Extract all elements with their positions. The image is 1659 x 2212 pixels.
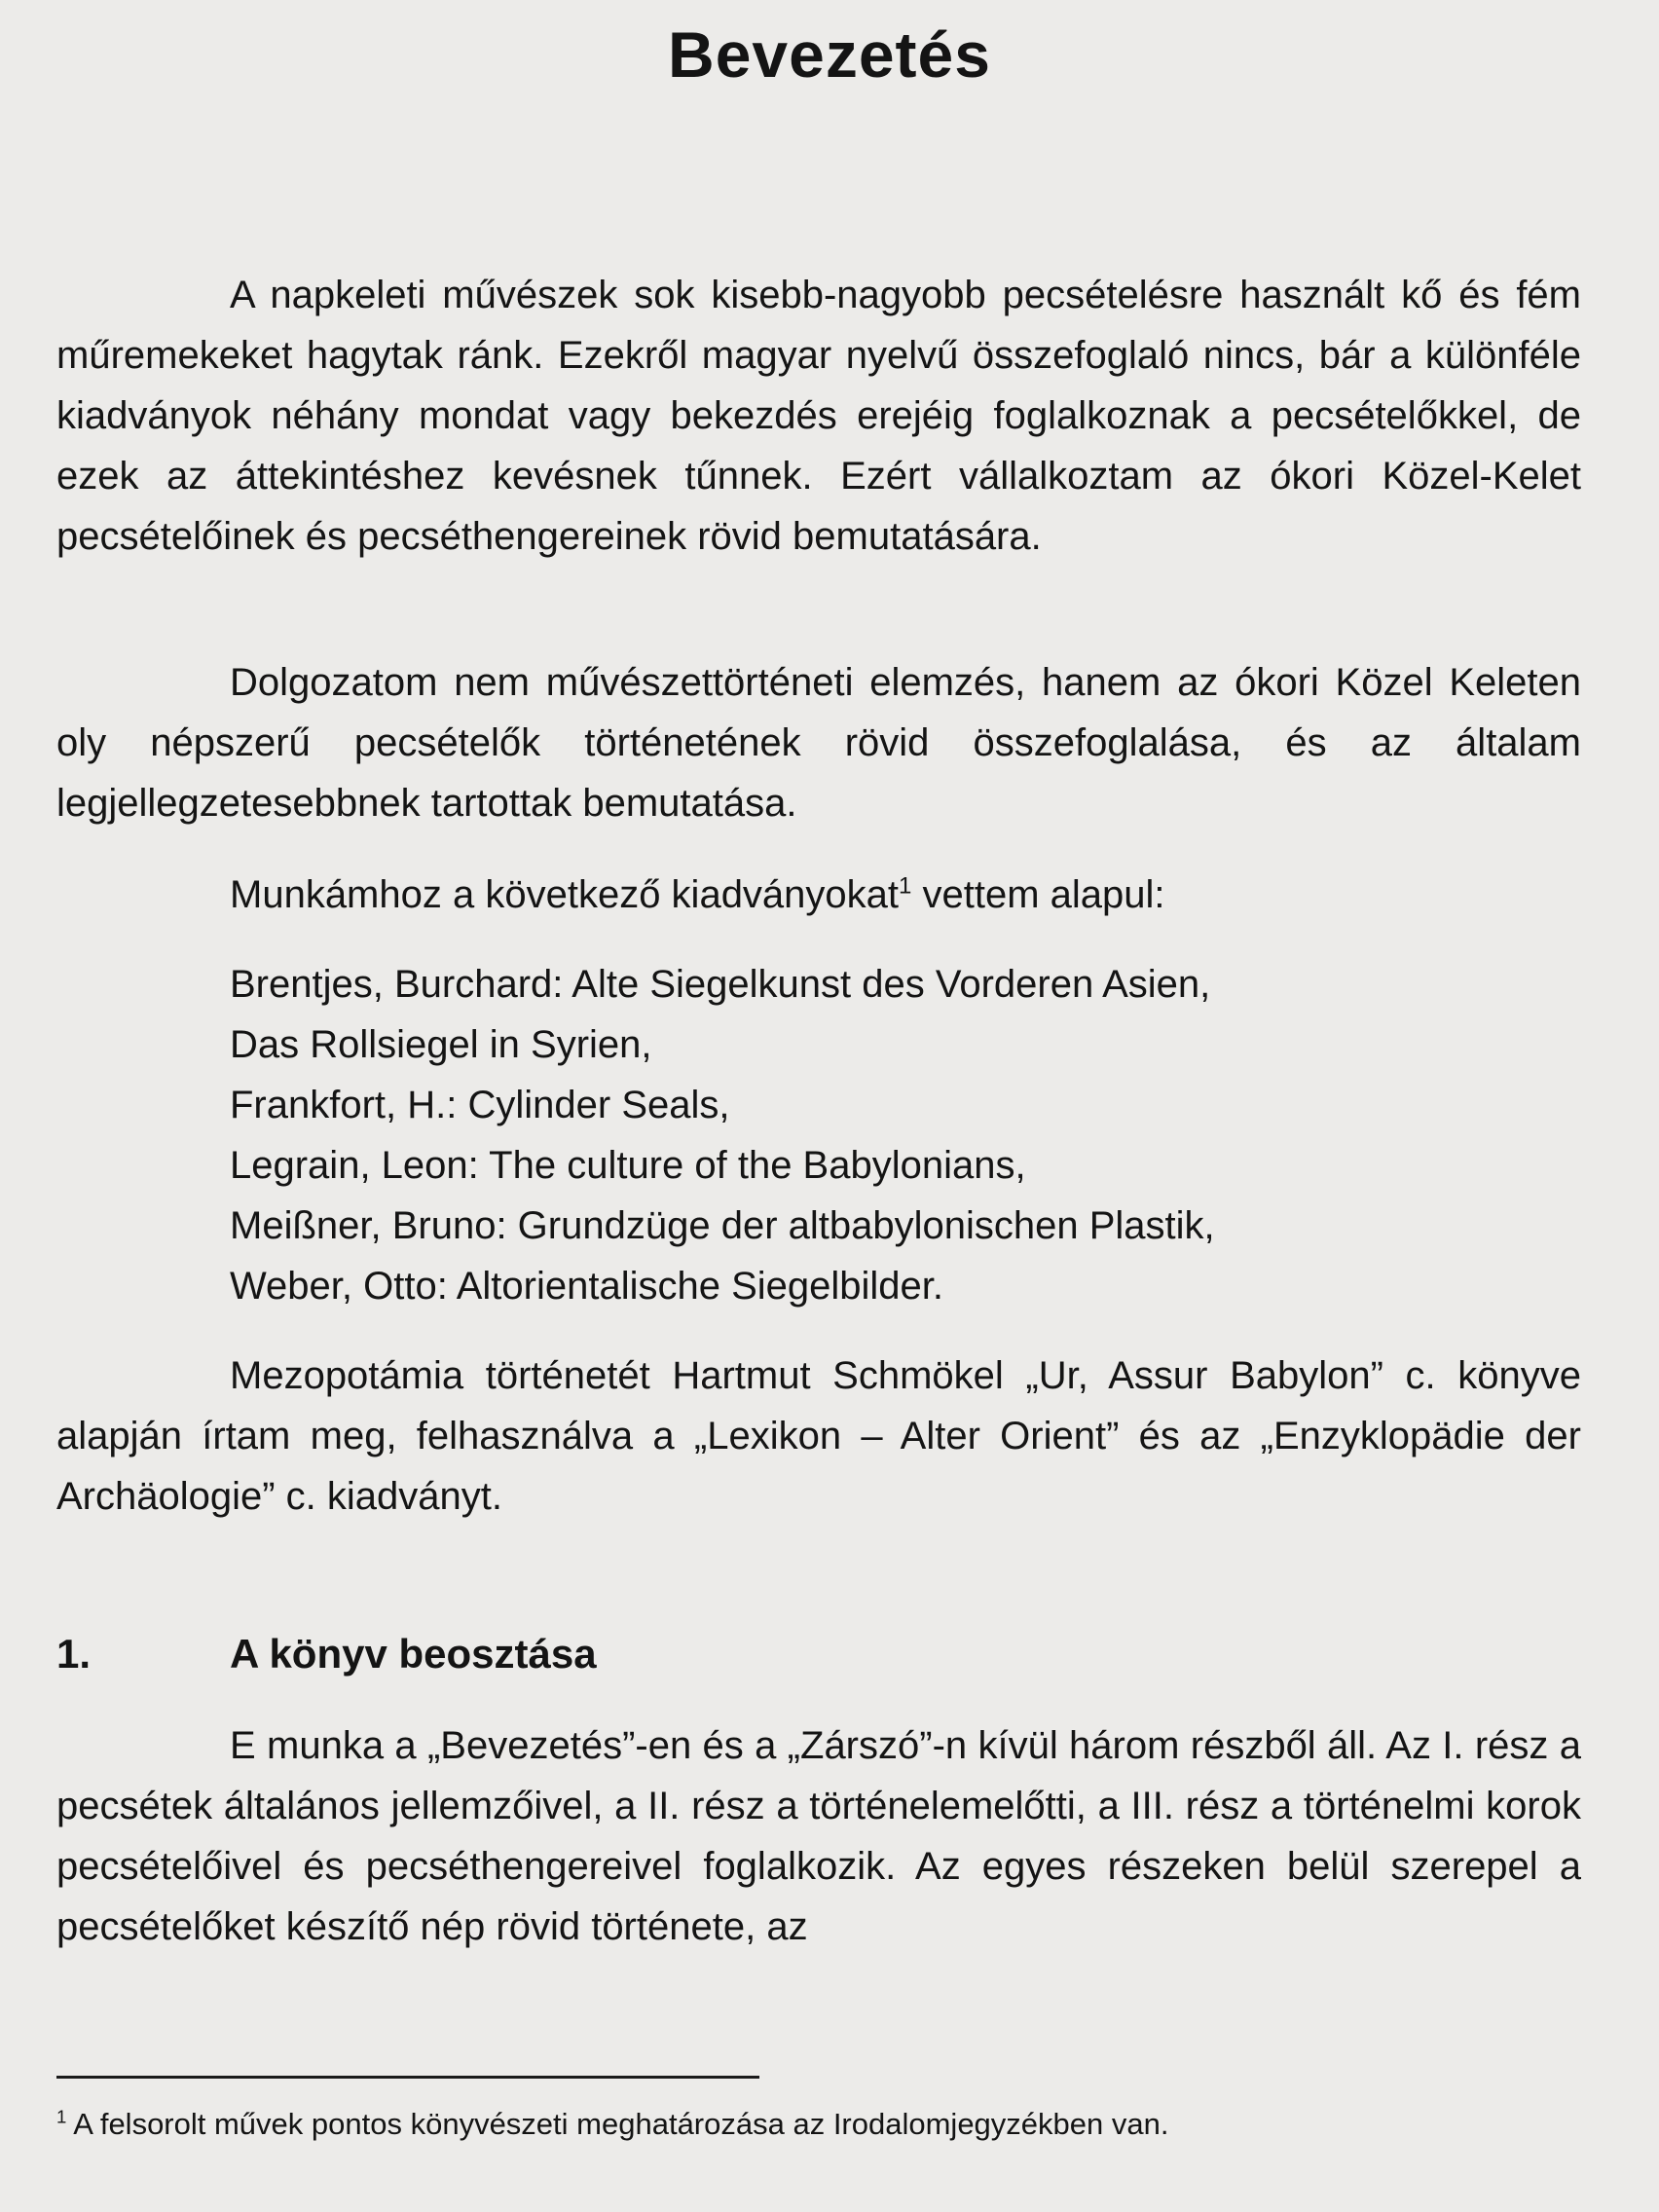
structure-paragraph: E munka a „Bevezetés”-en és a „Zárszó”-n kívül három részből áll. Az I. rész a pecsétek általános jellemzőivel, a II. rész a történelemelőtti, a III. rész a történelmi korok pecsételőivel és pecséthengereivel foglalkozik. Az egyes részeken belül szerepel a pecsételőket készítő nép rövid története, az — [56, 1724, 1581, 1948]
sources-text-end: vettem alapul: — [911, 873, 1165, 916]
reference-item: Legrain, Leon: The culture of the Babylonians, — [230, 1144, 1026, 1187]
footnote-marker: 1 — [56, 2106, 67, 2127]
reference-item: Meißner, Bruno: Grundzüge der altbabylonischen Plastik, — [230, 1204, 1215, 1247]
history-paragraph: Mezopotámia történetét Hartmut Schmökel „Ur, Assur Babylon” c. könyve alapján írtam meg, felhasználva a „Lexikon – Alter Orient” és az „Enzyklopädie der Archäologie” c. kiadványt. — [56, 1354, 1581, 1518]
section-heading — [56, 1624, 597, 1684]
purpose-paragraph: Dolgozatom nem művészettörténeti elemzés, hanem az ókori Közel Keleten oly népszerű pecsételők történetének rövid összefoglalása, és az általam legjellegzetesebbnek tartottak bemutatása. — [56, 661, 1581, 825]
footnote-divider — [56, 2076, 759, 2079]
footnote — [56, 2103, 1168, 2146]
footnote-text: A felsorolt művek pontos könyvészeti meghatározása az Irodalomjegyzékben van. — [66, 2107, 1169, 2141]
reference-item: Brentjes, Burchard: Alte Siegelkunst des Vorderen Asien, — [230, 963, 1211, 1006]
sources-text: Munkámhoz a következő kiadványokat — [230, 873, 900, 916]
intro-paragraph: A napkeleti művészek sok kisebb-nagyobb pecsételésre használt kő és fém műremekeket hagytak ránk. Ezekről magyar nyelvű összefoglaló nincs, bár a különféle kiadványok néhány mondat vagy bekezdés erejéig foglalkoznak a pecsételőkkel, de ezek az áttekintéshez kevésnek tűnnek. Ezért vállalkoztam az ókori Közel-Kelet pecsételőinek és pecséthengereinek rövid bemutatására. — [56, 274, 1581, 558]
section-number: 1. — [56, 1631, 92, 1677]
reference-item: Das Rollsiegel in Syrien, — [230, 1023, 652, 1066]
sources-paragraph — [56, 865, 1581, 925]
reference-item: Weber, Otto: Altorientalische Siegelbilder. — [230, 1265, 944, 1308]
section-title: A könyv beosztása — [230, 1631, 597, 1677]
footnote-reference: 1 — [899, 872, 912, 900]
reference-list — [230, 954, 1215, 1316]
reference-item: Frankfort, H.: Cylinder Seals, — [230, 1084, 730, 1126]
page-title: Bevezetés — [668, 18, 991, 91]
